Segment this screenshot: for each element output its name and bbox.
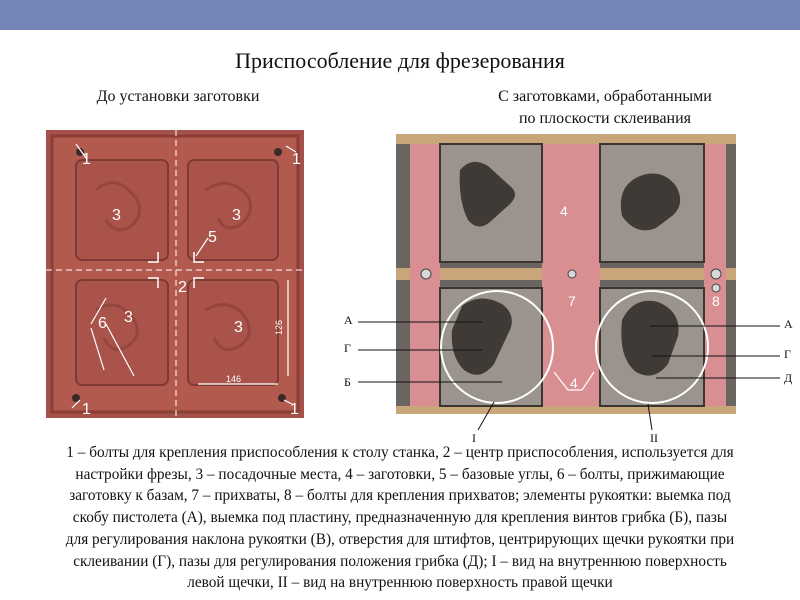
caption-line: левой щечки, II – вид на внутреннюю поверхность правой щечки bbox=[187, 574, 613, 592]
label-left-b: Б bbox=[344, 375, 351, 389]
top-banner bbox=[0, 0, 800, 30]
label-blanks-top: 4 bbox=[560, 203, 568, 219]
label-base-angle: 5 bbox=[208, 229, 217, 246]
label-bolt-tr: 1 bbox=[292, 151, 301, 168]
caption-line: для регулирования наклона рукоятки (В), отверстия для штифтов, центрирующих щечки рукоятки при bbox=[65, 530, 735, 548]
label-seat-tr: 3 bbox=[232, 207, 241, 224]
legend-caption bbox=[2, 442, 798, 594]
caption-line: 1 – болты для крепления приспособления к столу станка, 2 – центр приспособления, используется для bbox=[66, 444, 734, 461]
label-bolt-br: 1 bbox=[290, 401, 299, 418]
right-subtitle-line1: С заготовками, обработанными bbox=[498, 88, 712, 105]
fixture-with-blanks-photo bbox=[332, 130, 800, 445]
label-right-d: Д bbox=[784, 371, 793, 385]
label-left-g: Г bbox=[344, 341, 351, 355]
slide-title: Приспособление для фрезерования bbox=[235, 48, 565, 73]
label-clamp: 7 bbox=[568, 293, 576, 309]
right-subtitle bbox=[440, 86, 770, 130]
label-seat-tl: 3 bbox=[112, 207, 121, 224]
label-left-a: А bbox=[344, 313, 353, 327]
label-seat-br: 3 bbox=[234, 319, 243, 336]
label-clamp-bolts: 6 bbox=[98, 315, 107, 332]
right-subtitle-line2: по плоскости склеивания bbox=[518, 110, 692, 127]
caption-line: склеивании (Г), пазы для регулирования положения грибка (Д); I – вид на внутреннюю поверхность bbox=[73, 552, 727, 570]
label-dim-horizontal: 146 bbox=[226, 374, 242, 384]
label-bolt-tl: 1 bbox=[82, 151, 91, 168]
left-subtitle: До установки заготовки bbox=[96, 88, 260, 105]
label-seat-bl: 3 bbox=[124, 309, 133, 326]
label-dim-vertical: 126 bbox=[274, 319, 284, 335]
label-blanks-bottom: 4 bbox=[570, 375, 578, 391]
caption-line: настройки фрезы, 3 – посадочные места, 4 – заготовки, 5 – базовые углы, 6 – болты, прижимающие bbox=[75, 465, 725, 483]
caption-line: заготовку к базам, 7 – прихваты, 8 – болты для крепления прихватов; элементы рукоятки: выемка под bbox=[69, 487, 731, 505]
label-clamp-bolt: 8 bbox=[712, 293, 720, 309]
label-center: 2 bbox=[178, 279, 187, 296]
label-right-g: Г bbox=[784, 347, 791, 361]
label-bolt-bl: 1 bbox=[82, 401, 91, 418]
label-view-i: I bbox=[472, 431, 476, 445]
empty-fixture-photo bbox=[46, 130, 304, 418]
label-view-ii: II bbox=[650, 431, 658, 445]
caption-line: скобу пистолета (А), выемка под пластину, предназначенную для крепления винтов грибка (Б), пазы bbox=[72, 509, 728, 527]
label-right-a: А bbox=[784, 317, 793, 331]
